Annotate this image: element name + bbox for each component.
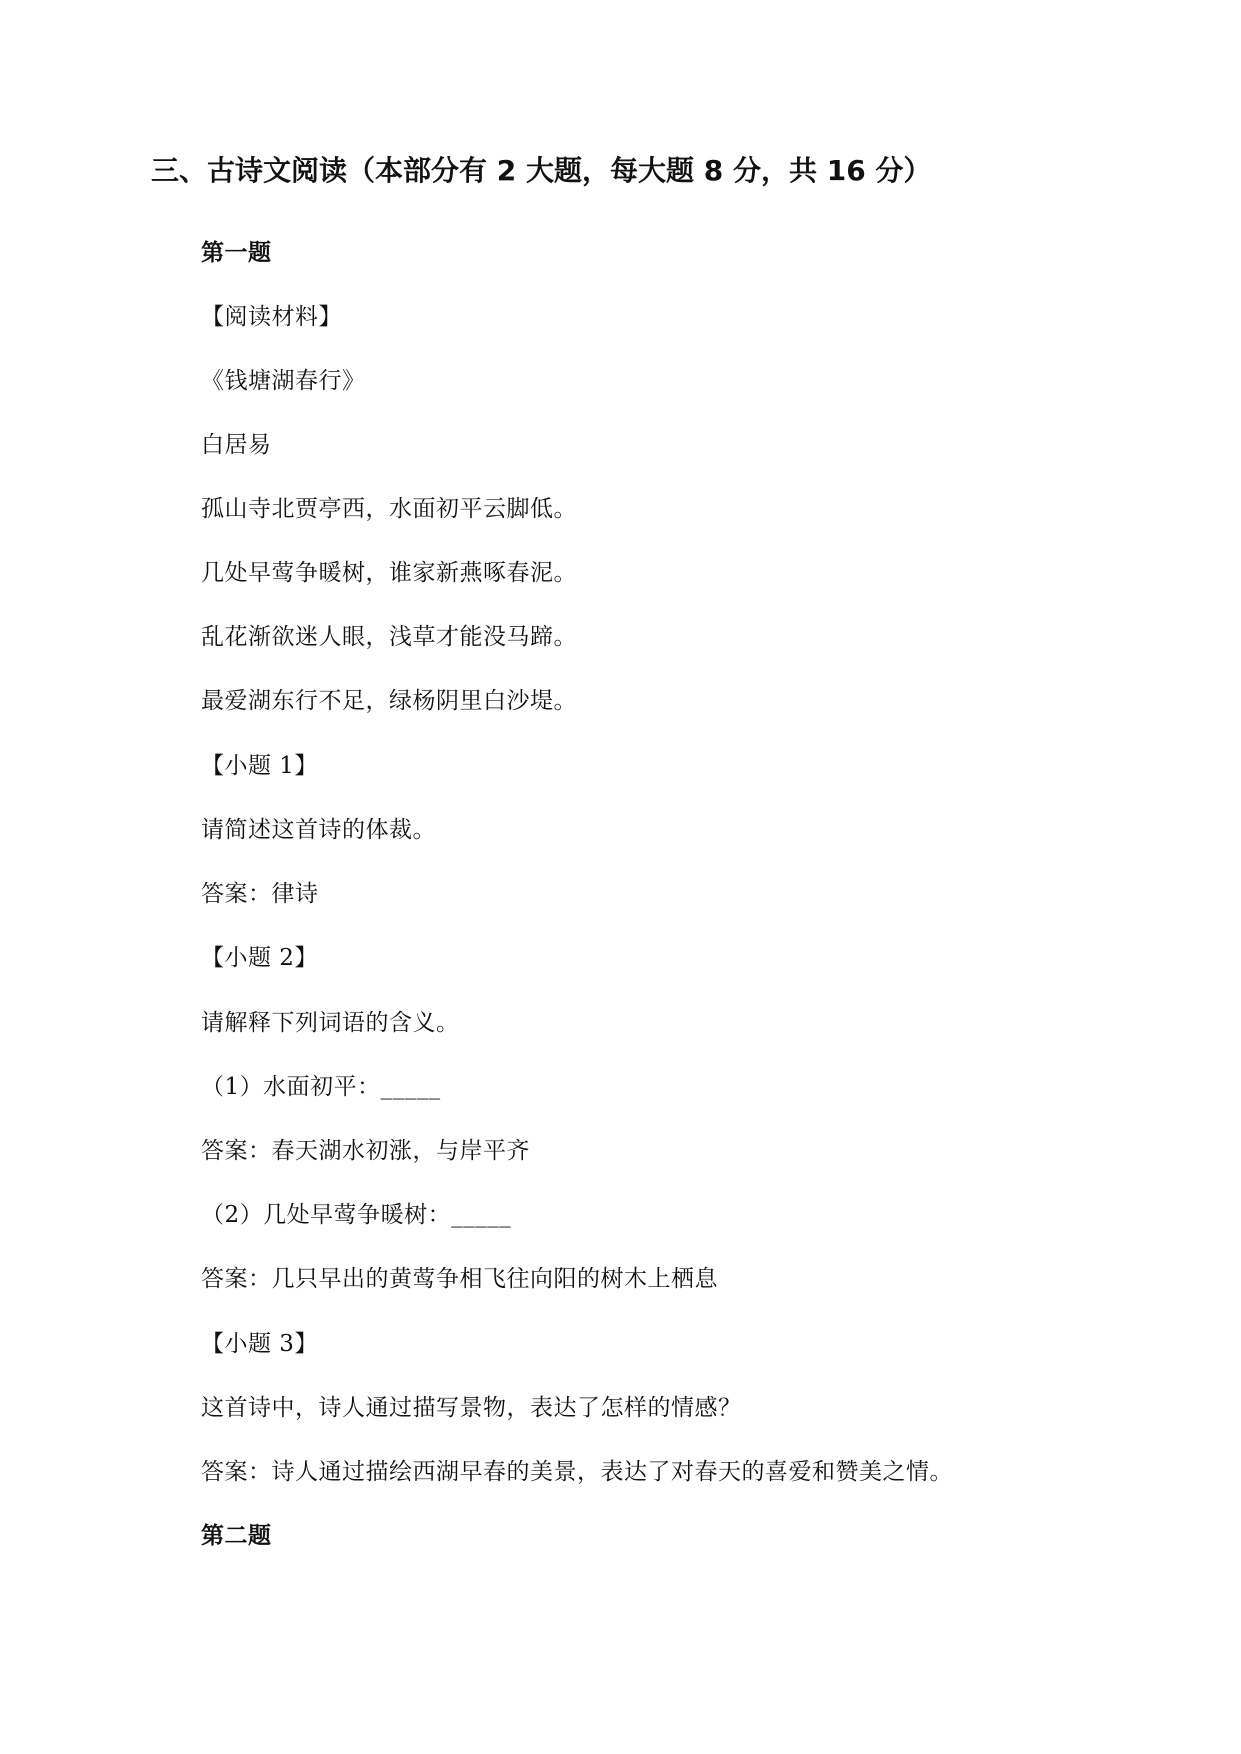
subquestion-2-answer-2: 答案：几只早出的黄莺争相飞往向阳的树木上栖息 [201,1266,718,1292]
subquestion-2-label: 【小题 2】 [201,945,318,971]
reading-material-label: 【阅读材料】 [201,304,342,330]
subquestion-1-label: 【小题 1】 [201,753,318,779]
subquestion-2-text: 请解释下列词语的含义。 [201,1010,460,1036]
subquestion-1-answer: 答案：律诗 [201,881,319,907]
subquestion-3-label: 【小题 3】 [201,1331,318,1357]
subquestion-2-item-2: （2）几处早莺争暖树：_____ [201,1202,512,1228]
poem-line: 乱花渐欲迷人眼，浅草才能没马蹄。 [201,624,577,650]
subquestion-2-answer-1: 答案：春天湖水初涨，与岸平齐 [201,1138,530,1164]
section-title: 三、古诗文阅读（本部分有 2 大题，每大题 8 分，共 16 分） [151,154,932,187]
subquestion-2-item-1: （1）水面初平：_____ [201,1074,441,1100]
poem-author: 白居易 [201,432,272,458]
question-1-heading: 第一题 [201,240,272,266]
poem-title: 《钱塘湖春行》 [201,368,366,394]
question-2-heading: 第二题 [201,1523,272,1549]
poem-line: 几处早莺争暖树，谁家新燕啄春泥。 [201,560,577,586]
subquestion-3-text: 这首诗中，诗人通过描写景物，表达了怎样的情感？ [201,1395,742,1421]
poem-line: 最爱湖东行不足，绿杨阴里白沙堤。 [201,688,577,714]
poem-line: 孤山寺北贾亭西，水面初平云脚低。 [201,496,577,522]
subquestion-3-answer: 答案：诗人通过描绘西湖早春的美景，表达了对春天的喜爱和赞美之情。 [201,1459,953,1485]
subquestion-1-text: 请简述这首诗的体裁。 [201,817,436,843]
